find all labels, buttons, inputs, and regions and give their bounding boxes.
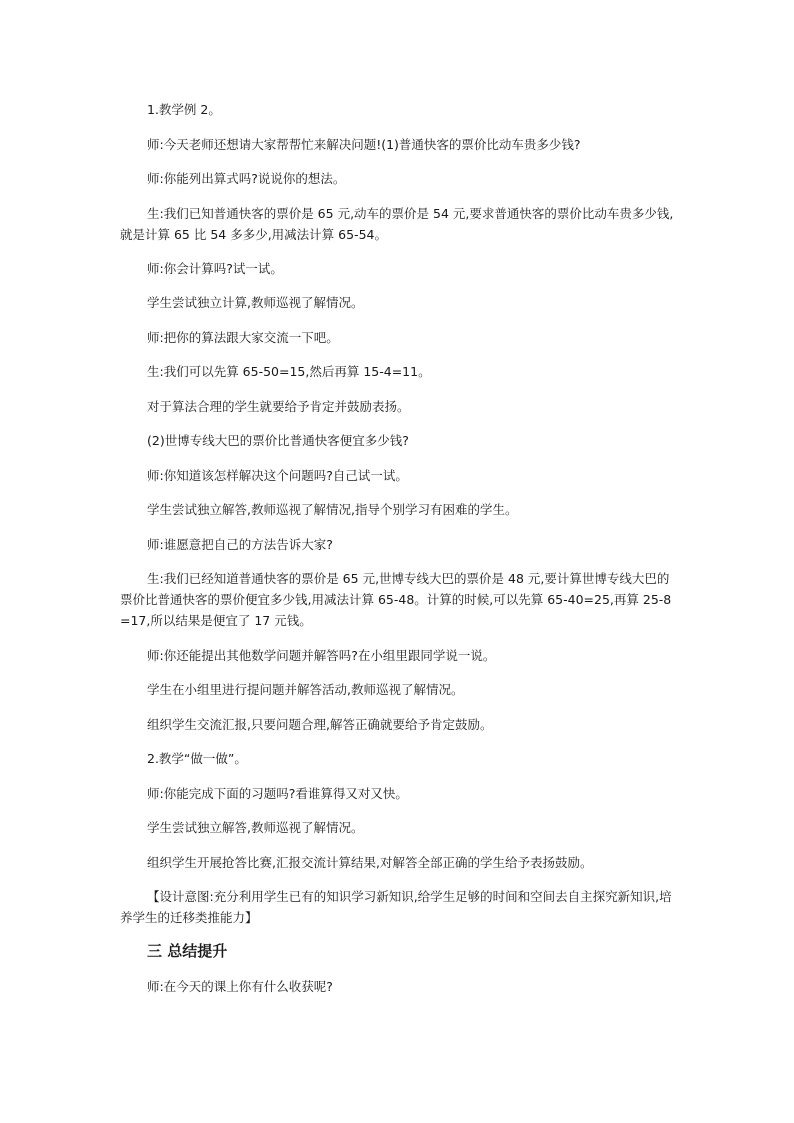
paragraph-teacher-who: 师:谁愿意把自己的方法告诉大家? <box>147 537 333 552</box>
paragraph-teacher-formula: 师:你能列出算式吗?说说你的想法。 <box>147 171 346 186</box>
paragraph-student-answer-1: 生:我们已知普通快客的票价是 65 元,动车的票价是 54 元,要求普通快客的票价比动车贵多少钱,就是计算 65 比 54 多多少,用减法计算 65-54。 <box>120 206 674 242</box>
paragraph-teacher-solve: 师:你知道该怎样解决这个问题吗?自己试一试。 <box>147 468 408 483</box>
paragraph-competition: 组织学生开展抢答比赛,汇报交流计算结果,对解答全部正确的学生给予表扬鼓励。 <box>147 855 593 870</box>
section-heading: 三 总结提升 <box>147 942 228 960</box>
paragraph-design-intent: 【设计意图:充分利用学生已有的知识学习新知识,给学生足够的时间和空间去自主探究新知识,培养学生的迁移类推能力】 <box>120 889 672 925</box>
paragraph-praise: 对于算法合理的学生就要给予肯定并鼓励表扬。 <box>147 399 410 414</box>
paragraph-do-it: 2.教学“做一做”。 <box>147 751 247 766</box>
paragraph-student-calc: 学生尝试独立计算,教师巡视了解情况。 <box>147 295 364 310</box>
paragraph-student-answer-2: 生:我们已经知道普通快客的票价是 65 元,世博专线大巴的票价是 48 元,要计算世博专线大巴的票价比普通快客的票价便宜多少钱,用减法计算 65-48。计算的时候,可以先算 65-40=25,再算 25-8=17,所以结果是便宜了 17 元钱。 <box>120 571 672 628</box>
paragraph-teacher-other: 师:你还能提出其他数学问题并解答吗?在小组里跟同学说一说。 <box>147 648 496 663</box>
paragraph-example-2: 1.教学例 2。 <box>147 102 221 117</box>
paragraph-report: 组织学生交流汇报,只要问题合理,解答正确就要给予肯定鼓励。 <box>147 717 493 732</box>
paragraph-student-solve: 学生尝试独立解答,教师巡视了解情况,指导个别学习有困难的学生。 <box>147 502 518 517</box>
paragraph-teacher-exercise: 师:你能完成下面的习题吗?看谁算得又对又快。 <box>147 786 408 801</box>
paragraph-student-exercise: 学生尝试独立解答,教师巡视了解情况。 <box>147 820 364 835</box>
paragraph-teacher-try: 师:你会计算吗?试一试。 <box>147 261 283 276</box>
paragraph-closing: 师:在今天的课上你有什么收获呢? <box>147 979 333 994</box>
paragraph-teacher-question-1: 师:今天老师还想请大家帮帮忙来解决问题!(1)普通快客的票价比动车贵多少钱? <box>147 137 581 152</box>
paragraph-teacher-share: 师:把你的算法跟大家交流一下吧。 <box>147 330 339 345</box>
paragraph-student-method: 生:我们可以先算 65-50=15,然后再算 15-4=11。 <box>147 364 431 379</box>
paragraph-question-2: (2)世博专线大巴的票价比普通快客便宜多少钱? <box>147 433 409 448</box>
paragraph-group-activity: 学生在小组里进行提问题并解答活动,教师巡视了解情况。 <box>147 682 464 697</box>
